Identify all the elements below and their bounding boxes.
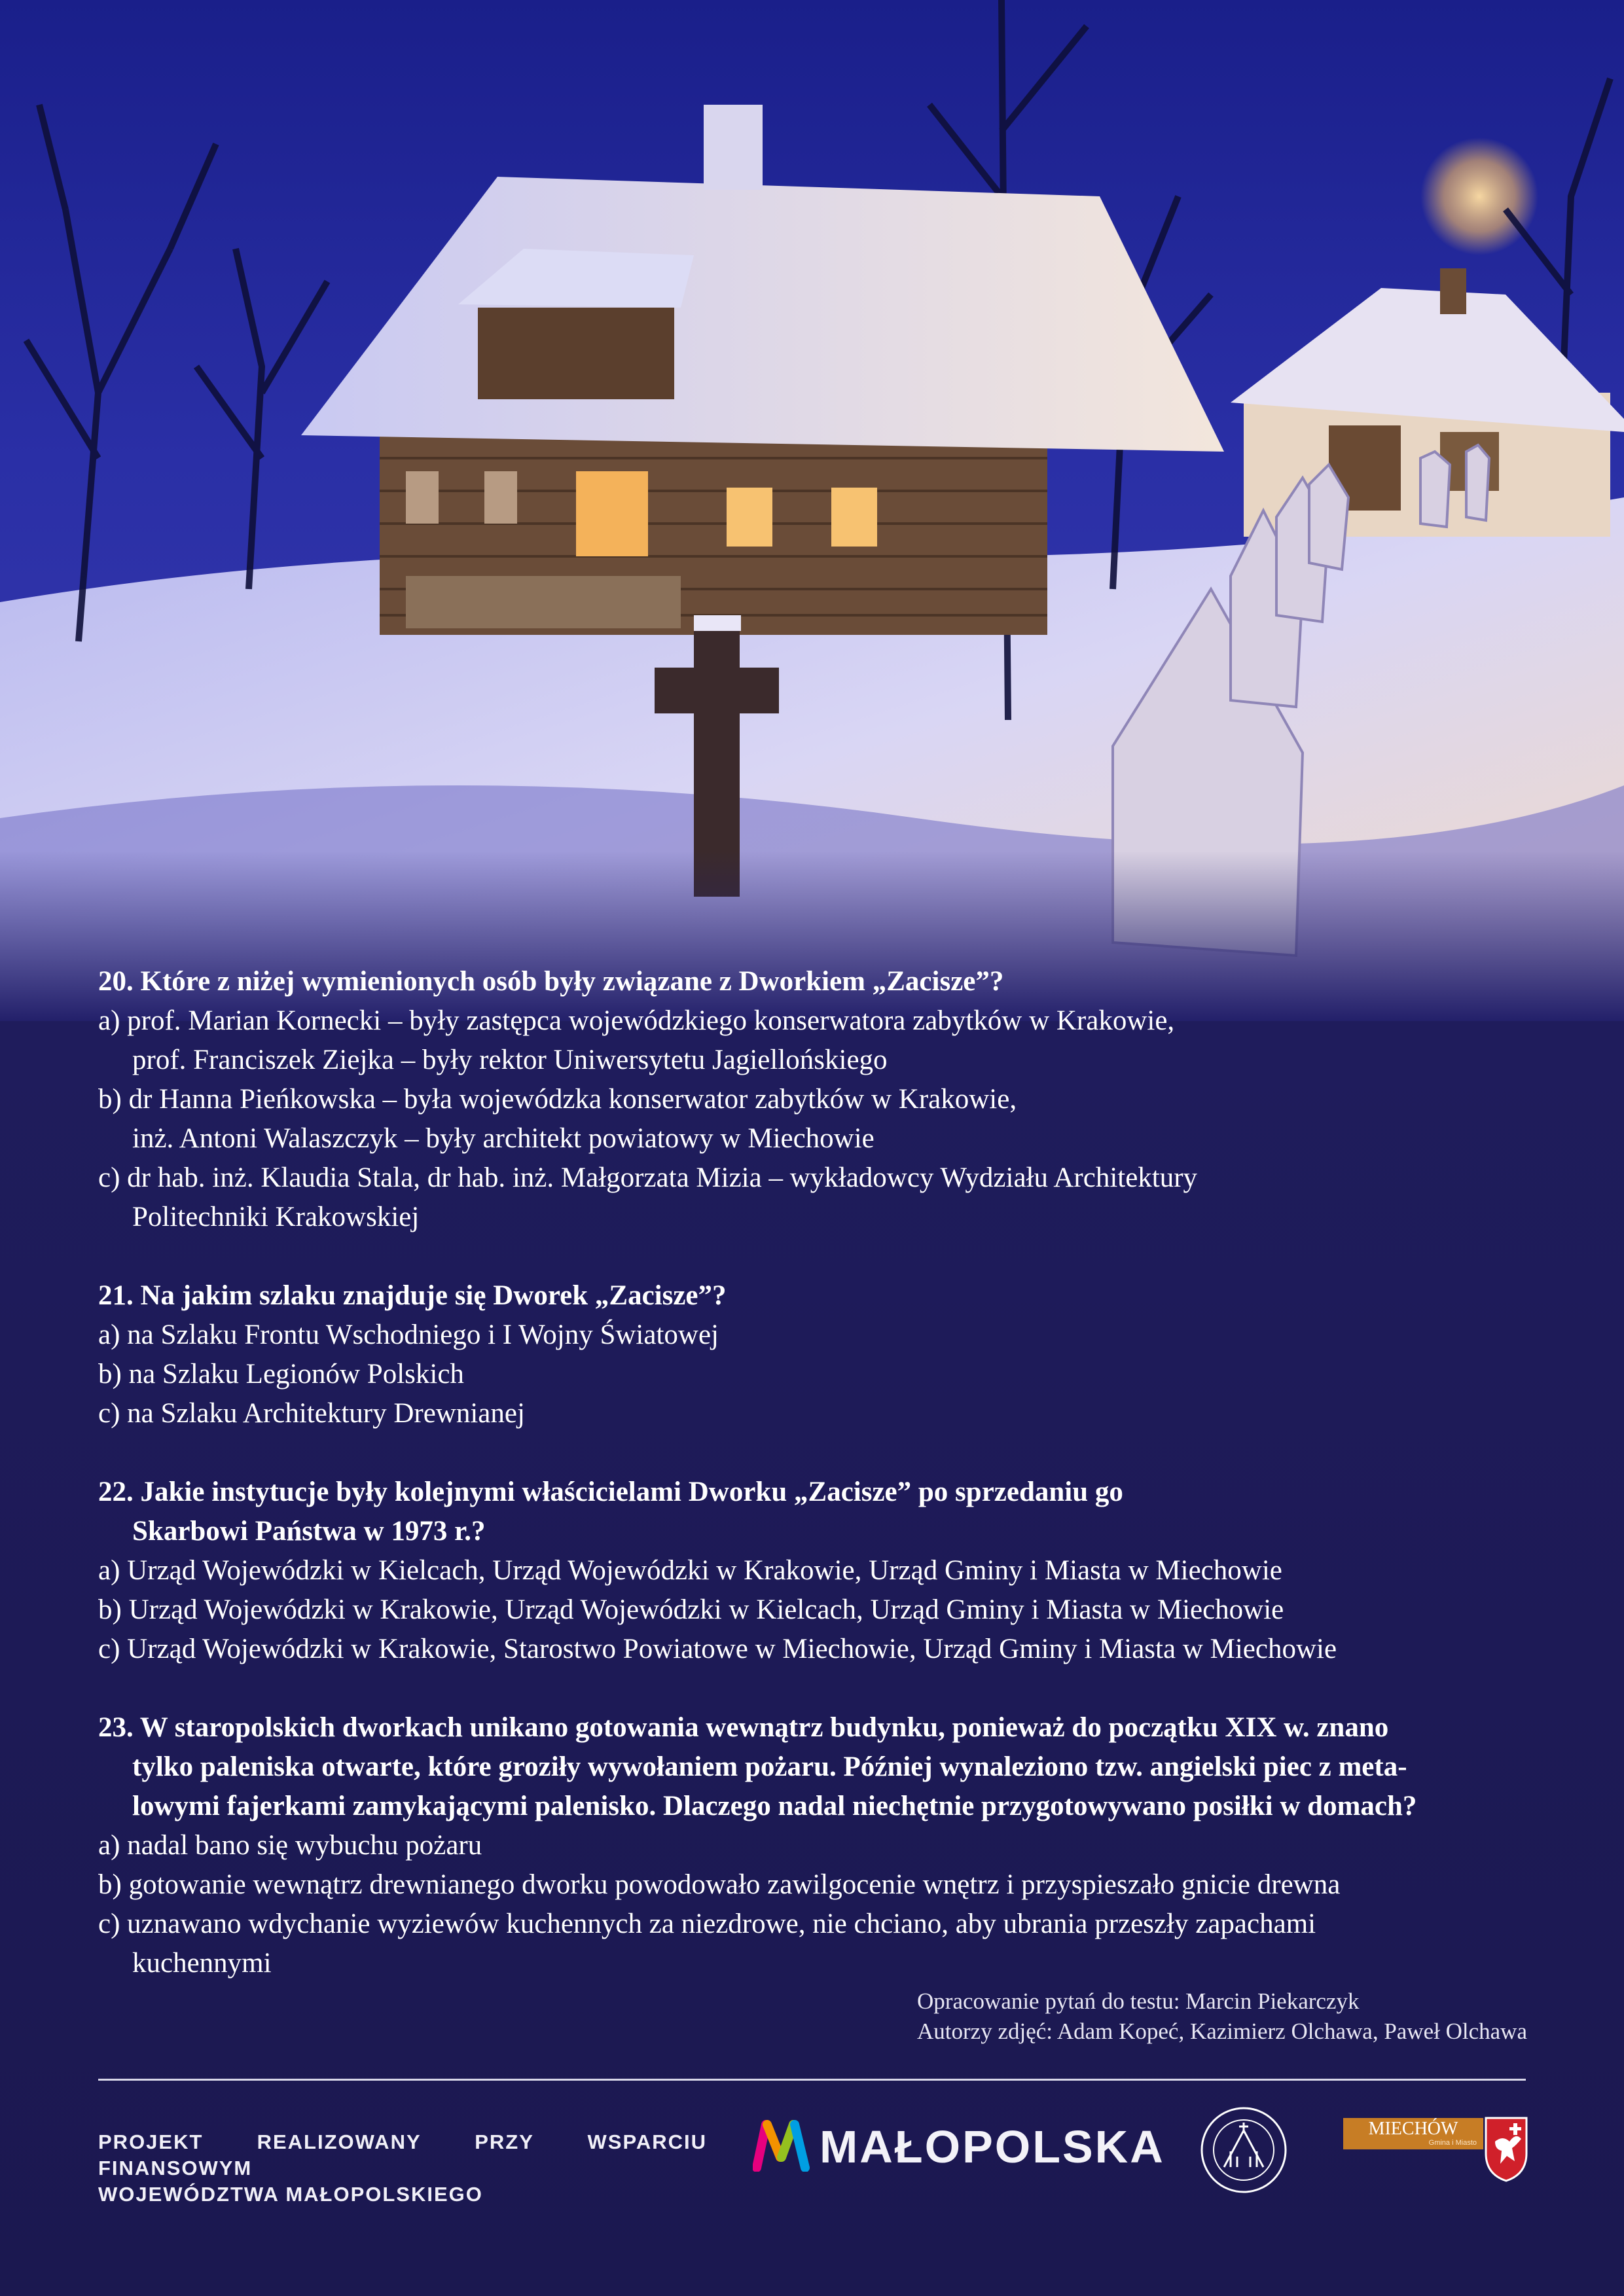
miechow-logo (1343, 2115, 1526, 2183)
question-title: 22. Jakie instytucje były kolejnymi właścicielami Dworku „Zacisze” po sprzedaniu go (98, 1477, 1123, 1507)
winter-manor-photo (0, 0, 1624, 1021)
answer-option-b: b) gotowanie wewnątrz drewnianego dworku powodowało zawilgocenie wnętrz i przyspieszało gnicie drewna (98, 1869, 1341, 1900)
miechow-logo-text: MIECHÓW (1343, 2118, 1483, 2149)
answer-option-b: b) Urząd Wojewódzki w Krakowie, Urząd Wojewódzki w Kielcach, Urząd Gminy i Miasta w Miechowie (98, 1594, 1284, 1625)
question-title: 23. W staropolskich dworkach unikano gotowania wewnątrz budynku, ponieważ do początku XIX w. znano (98, 1712, 1389, 1743)
malopolska-logo (753, 2121, 1165, 2173)
answer-option-a-continued: prof. Franciszek Ziejka – były rektor Uniwersytetu Jagiellońskiego (132, 1045, 888, 1075)
miechow-logo-subtitle: Gmina i Miasto (1428, 2139, 1477, 2147)
answer-option-c: c) Urząd Wojewódzki w Krakowie, Starostwo Powiatowe w Miechowie, Urząd Gminy i Miasta w Miechowie (98, 1634, 1337, 1664)
question-title-continued: lowymi fajerkami zamykającymi palenisko. Dlaczego nadal niechętnie przygotowywano posiłki w domach? (132, 1791, 1417, 1821)
answer-option-c: c) dr hab. inż. Klaudia Stala, dr hab. inż. Małgorzata Mizia – wykładowcy Wydziału Architektury (98, 1162, 1198, 1193)
answer-option-b-continued: inż. Antoni Walaszczyk – były architekt powiatowy w Miechowie (132, 1123, 875, 1154)
funding-statement (98, 2129, 707, 2208)
quiz-questions (98, 962, 1532, 2022)
malopolska-m-icon (753, 2119, 810, 2175)
answer-option-c-continued: Politechniki Krakowskiej (132, 1202, 420, 1232)
question-23 (98, 1708, 1532, 1983)
answer-option-c: c) uznawano wdychanie wyziewów kuchennych za niezdrowe, nie chciano, aby ubrania przeszły zapachami (98, 1909, 1316, 1939)
question-20 (98, 962, 1532, 1237)
credits (917, 1986, 1527, 2047)
funding-statement-line-2: WOJEWÓDZTWA MAŁOPOLSKIEGO (98, 2183, 483, 2206)
credits-photo-authors: Autorzy zdjęć: Adam Kopeć, Kazimierz Olchawa, Paweł Olchawa (917, 2018, 1527, 2044)
answer-option-c-continued: kuchennymi (132, 1948, 272, 1979)
answer-option-c: c) na Szlaku Architektury Drewnianej (98, 1398, 525, 1429)
malopolska-logo-text: MAŁOPOLSKA (820, 2121, 1165, 2172)
footer-divider (98, 2079, 1526, 2081)
question-title-continued: Skarbowi Państwa w 1973 r.? (132, 1516, 486, 1547)
answer-option-a: a) na Szlaku Frontu Wschodniego i I Wojny Światowej (98, 1319, 719, 1350)
gallery-emblem-icon (1198, 2104, 1290, 2196)
question-title: 21. Na jakim szlaku znajduje się Dworek „Zacisze”? (98, 1280, 727, 1311)
question-title-continued: tylko paleniska otwarte, które groziły wywołaniem pożaru. Później wynaleziono tzw. angielski piec z meta- (132, 1751, 1407, 1782)
answer-option-b: b) na Szlaku Legionów Polskich (98, 1359, 464, 1390)
funding-statement-line-1: PROJEKT REALIZOWANY PRZY WSPARCIU FINANSOWYM (98, 2130, 707, 2179)
answer-option-b: b) dr Hanna Pieńkowska – była wojewódzka konserwator zabytków w Krakowie, (98, 1084, 1017, 1115)
miechow-coat-of-arms-icon (1483, 2115, 1529, 2187)
answer-option-a: a) Urząd Wojewódzki w Kielcach, Urząd Wojewódzki w Krakowie, Urząd Gminy i Miasta w Miechowie (98, 1555, 1282, 1586)
question-title: 20. Które z niżej wymienionych osób były związane z Dworkiem „Zacisze”? (98, 966, 1004, 997)
answer-option-a: a) prof. Marian Kornecki – były zastępca wojewódzkiego konserwatora zabytków w Krakowie, (98, 1005, 1175, 1036)
credits-questions-author: Opracowanie pytań do testu: Marcin Piekarczyk (917, 1988, 1360, 2014)
question-21 (98, 1276, 1532, 1433)
answer-option-a: a) nadal bano się wybuchu pożaru (98, 1830, 482, 1861)
question-22 (98, 1473, 1532, 1669)
